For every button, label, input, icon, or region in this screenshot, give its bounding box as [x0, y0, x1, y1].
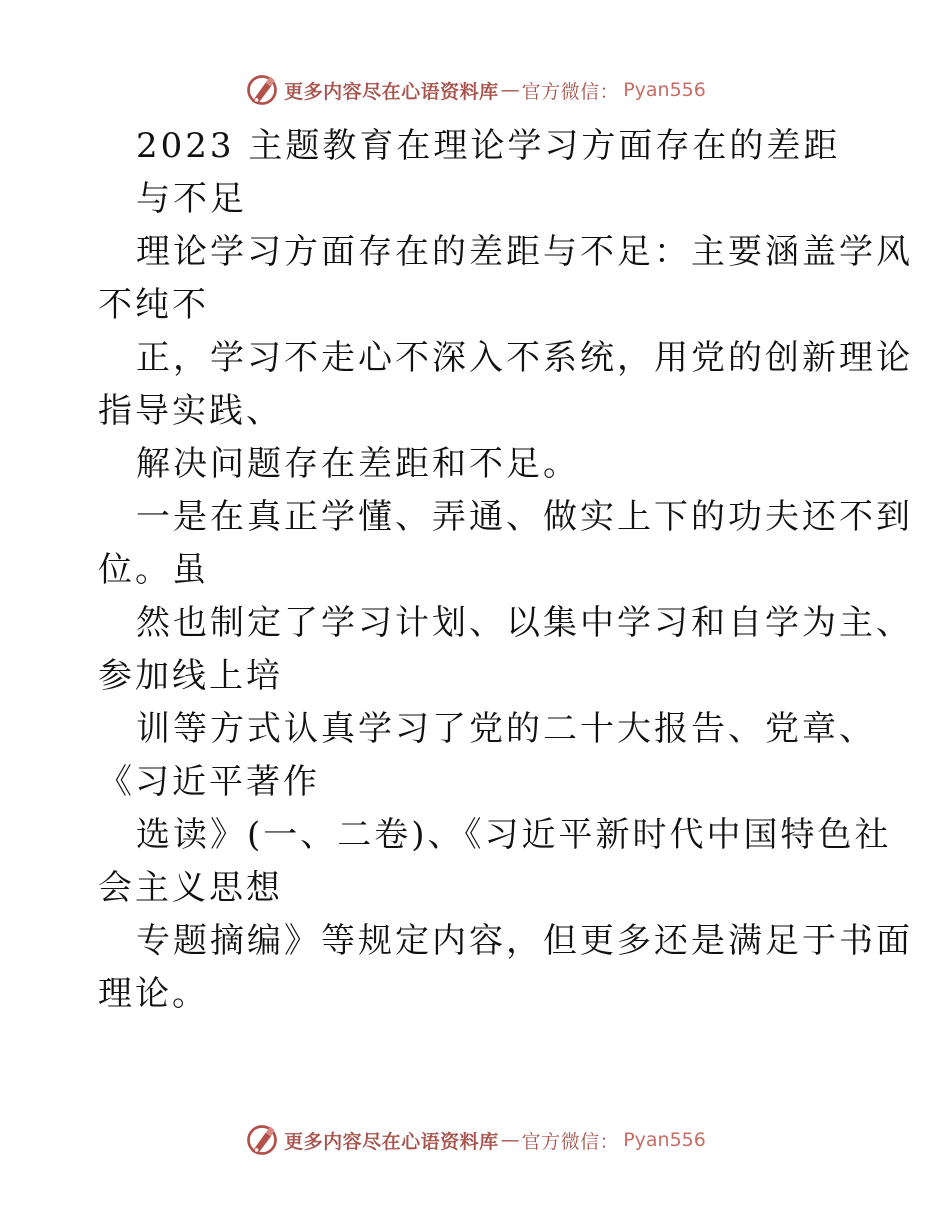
paragraph-line: 会主义思想: [98, 868, 283, 908]
paragraph-line: 理论。: [98, 974, 209, 1014]
paragraph-line: 不纯不: [98, 285, 209, 325]
title-line-1: 2023 主题教育在理论学习方面存在的差距: [136, 126, 841, 166]
document-body: [98, 120, 913, 1021]
paragraph-line: 训等方式认真学习了党的二十大报告、党章、: [136, 709, 876, 749]
paragraph-line: 正，学习不走心不深入不系统，用党的创新理论: [136, 338, 913, 378]
paragraph-line: 指导实践、: [98, 391, 283, 431]
header-wechat-id: Pyan556: [623, 79, 706, 101]
footer-wechat-id: Pyan556: [623, 1129, 706, 1151]
pen-logo-icon: [244, 72, 280, 108]
paragraph-line: 一是在真正学懂、弄通、做实上下的功夫还不到: [136, 497, 913, 537]
paragraph-line: 《习近平著作: [98, 762, 320, 802]
title-line-2: 与不足: [136, 179, 247, 219]
paragraph-line: 专题摘编》等规定内容，但更多还是满足于书面: [136, 921, 913, 961]
header-wechat-label: 官方微信：: [521, 80, 620, 103]
footer-wechat-label: 官方微信：: [521, 1130, 620, 1153]
footer-separator: —: [500, 1129, 520, 1151]
footer-site-name: 更多内容尽在心语资料库: [284, 1130, 499, 1153]
header-site-name: 更多内容尽在心语资料库: [284, 80, 499, 103]
paragraph-line: 位。虽: [98, 550, 209, 590]
paragraph-line: 参加线上培: [98, 656, 283, 696]
paragraph-line: 选读》(一、二卷)、《习近平新时代中国特色社: [136, 815, 892, 855]
footer-watermark: [0, 1122, 950, 1158]
header-watermark: [0, 72, 950, 108]
paragraph-line: 理论学习方面存在的差距与不足：主要涵盖学风: [136, 232, 913, 272]
paragraph-line: 然也制定了学习计划、以集中学习和自学为主、: [136, 603, 913, 643]
pen-logo-icon: [244, 1122, 280, 1158]
paragraph-line: 解决问题存在差距和不足。: [136, 444, 580, 484]
header-separator: —: [500, 79, 520, 101]
